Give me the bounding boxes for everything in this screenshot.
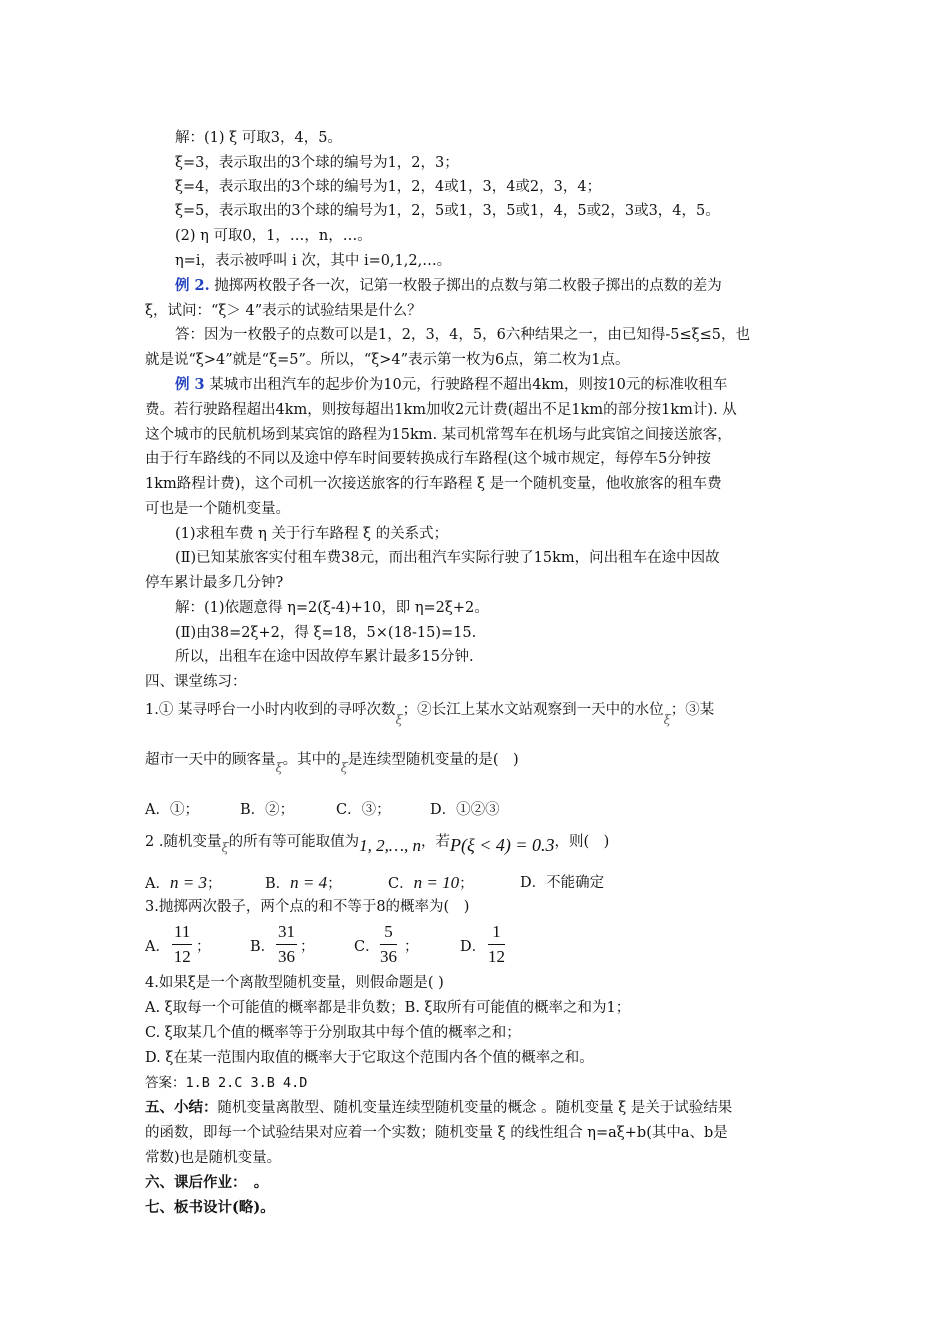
- question-3-option-c-label: C．: [354, 939, 380, 955]
- example-3-line-4: 由于行车路线的不同以及途中停车时间要转换成行车路程(这个城市规定，每停车5分钟按: [145, 451, 711, 467]
- question-1-option-a: A．①；: [145, 802, 199, 818]
- question-4-option-ab: A. ξ取每一个可能值的概率都是非负数；B. ξ取所有可能值的概率之和为1；: [145, 1000, 631, 1016]
- answer-key: 答案：1.B 2.C 3.B 4.D: [145, 1075, 308, 1091]
- solution-3-line-3: 所以，出租车在途中因故停车累计最多15分钟.: [175, 649, 474, 665]
- example-3-line-6: 可也是一个随机变量。: [145, 501, 290, 517]
- option-label: C．: [388, 876, 414, 892]
- question-1-text-e: 。其中的: [282, 752, 341, 768]
- example-3-question-1: (1)求租车费 η 关于行车路程 ξ 的关系式；: [175, 526, 449, 542]
- solution-3-line-1: 解：(1)依题意得 η=2(ξ-4)+10，即 η=2ξ+2。: [175, 600, 489, 616]
- question-2-option-d: D．不能确定: [520, 875, 605, 891]
- example-3-line-3: 这个城市的民航机场到某宾馆的路程为15km. 某司机常驾车在机场与此宾馆之间接送旅客，: [145, 427, 732, 443]
- solution-line-3: ξ=4，表示取出的3个球的编号为1，2，4或1，3，4或2，3，4；: [175, 179, 602, 195]
- option-value: n = 3: [169, 873, 207, 892]
- denominator: 12: [488, 947, 505, 966]
- semicolon: ；: [196, 939, 211, 955]
- section-4-heading: 四、课堂练习：: [145, 674, 247, 690]
- question-2-text-c: ，若: [421, 834, 450, 850]
- example-2-text: 抛掷两枚骰子各一次，记第一枚骰子掷出的点数与第二枚骰子掷出的点数的差为: [209, 278, 722, 294]
- section-5-heading: 五、小结：: [145, 1099, 218, 1116]
- denominator: 36: [278, 947, 295, 966]
- question-2-text-a: 2 .随机变量: [145, 834, 222, 850]
- value-set: 1, 2,…, n: [359, 836, 421, 855]
- question-1-option-b: B．②；: [240, 802, 295, 818]
- xi-symbol: ξ: [275, 761, 283, 776]
- solution-3-line-2: (Ⅱ)由38=2ξ+2，得 ξ=18，5×(18-15)=15.: [175, 625, 477, 641]
- question-3-line: 3.抛掷两次骰子，两个点的和不等于8的概率为( ): [145, 899, 470, 915]
- question-2-option-b: [265, 873, 342, 894]
- question-1-text-b: ；②长江上某水文站观察到一天中的水位: [402, 702, 664, 718]
- example-3-question-2b: 停车累计最多几分钟?: [145, 575, 284, 591]
- answer-2-line-2: 就是说“ξ>4”就是“ξ=5”。所以，“ξ>4”表示第一枚为6点，第二枚为1点。: [145, 352, 630, 368]
- question-1-line-1: [145, 700, 715, 728]
- semicolon: ；: [300, 939, 315, 955]
- question-2-option-a: [145, 873, 221, 894]
- solution-line-1: 解：(1) ξ 可取3，4，5。: [175, 130, 342, 146]
- denominator: 36: [380, 947, 397, 966]
- xi-symbol: ξ: [395, 713, 403, 728]
- question-3-option-b-label: B．: [250, 939, 276, 955]
- option-semicolon: ；: [459, 876, 474, 892]
- option-value: n = 4: [290, 873, 328, 892]
- question-4-option-d: D. ξ在某一范围内取值的概率大于它取这个范围内各个值的概率之和。: [145, 1050, 594, 1066]
- numerator: 5: [384, 922, 393, 941]
- solution-line-2: ξ=3，表示取出的3个球的编号为1，2，3；: [175, 155, 459, 171]
- example-3-text: 某城市出租汽车的起步价为10元，行驶路程不超出4km，则按10元的标准收租车: [204, 377, 728, 393]
- example-3-label: 例 3: [175, 376, 205, 393]
- example-3-line-2: 费。若行驶路程超出4km，则按每超出1km加收2元计费(超出不足1km的部分按1km计). 从: [145, 402, 737, 418]
- xi-symbol: ξ: [340, 761, 348, 776]
- question-1-line-2: [145, 750, 519, 776]
- solution-line-5: (2) η 可取0，1，…，n，…。: [175, 228, 372, 244]
- option-value: n = 10: [413, 873, 460, 892]
- example-3-line-1: [175, 375, 727, 395]
- question-1-text-f: 是连续型随机变量的是( ): [347, 752, 519, 768]
- question-2-line: [145, 830, 610, 856]
- section-5-line-2: 的函数，即每一个试验结果对应着一个实数；随机变量 ξ 的线性组合 η=aξ+b(其中a、b是: [145, 1125, 728, 1141]
- numerator: 11: [174, 922, 191, 941]
- question-2-text-b: 的所有等可能取值为: [228, 834, 360, 850]
- question-4-line: 4.如果ξ是一个离散型随机变量，则假命题是( ): [145, 975, 444, 991]
- example-2-line-2: ξ，试问：“ξ＞ 4”表示的试验结果是什么？: [145, 303, 422, 319]
- option-label: A．: [145, 876, 170, 892]
- numerator: 31: [278, 922, 295, 941]
- section-5-line-3: 常数)也是随机变量。: [145, 1150, 282, 1166]
- question-3-option-d-fraction: [488, 922, 505, 967]
- xi-symbol: ξ: [221, 841, 229, 856]
- example-2-label: 例 2.: [175, 277, 210, 294]
- question-1-option-c: C．③；: [336, 802, 391, 818]
- question-4-option-c: C. ξ取某几个值的概率等于分别取其中每个值的概率之和；: [145, 1025, 521, 1041]
- question-1-text-a: 1.① 某寻呼台一小时内收到的寻呼次数: [145, 702, 396, 718]
- denominator: 12: [173, 947, 191, 966]
- question-3-option-a-label: A．: [145, 939, 170, 955]
- question-2-text-d: ，则( ): [554, 834, 610, 850]
- example-3-line-5: 1km路程计费)，这个司机一次接送旅客的行车路程 ξ 是一个随机变量，他收旅客的租车费: [145, 476, 722, 492]
- section-6-heading: 六、课后作业： 。: [145, 1174, 269, 1191]
- option-semicolon: ；: [327, 876, 342, 892]
- question-1-option-d: D．①②③: [430, 802, 500, 818]
- question-3-option-b-fraction: [276, 922, 297, 967]
- solution-line-6: η=i，表示被呼叫 i 次，其中 i=0,1,2,…。: [175, 253, 452, 269]
- question-2-option-c: [388, 873, 474, 894]
- answer-2-line-1: 答：因为一枚骰子的点数可以是1，2，3，4，5，6六种结果之一，由已知得-5≤ξ≤5，也: [175, 327, 750, 343]
- section-5-text: 随机变量离散型、随机变量连续型随机变量的概念 。随机变量 ξ 是关于试验结果: [217, 1100, 733, 1116]
- question-3-option-a-fraction: [172, 922, 192, 967]
- example-2-line-1: [175, 276, 722, 296]
- probability-expression: P(ξ < 4) = 0.3: [450, 835, 555, 855]
- question-1-text-c: ；③某: [670, 702, 715, 718]
- question-3-option-d-label: D．: [460, 939, 487, 955]
- numerator: 1: [492, 922, 501, 941]
- section-7-heading: 七、板书设计(略)。: [145, 1199, 275, 1216]
- semicolon: ；: [404, 939, 419, 955]
- question-1-text-d: 超市一天中的顾客量: [145, 752, 276, 768]
- solution-line-4: ξ=5，表示取出的3个球的编号为1，2，5或1，3，5或1，4，5或2，3或3，4，5。: [175, 203, 720, 219]
- example-3-question-2a: (Ⅱ)已知某旅客实付租车费38元，而出租汽车实际行驶了15km，问出租车在途中因故: [175, 550, 720, 566]
- option-semicolon: ；: [206, 876, 222, 892]
- question-3-option-c-fraction: [380, 922, 397, 967]
- section-5-line-1: [145, 1098, 732, 1118]
- xi-symbol: ξ: [663, 713, 671, 728]
- option-label: B．: [265, 876, 291, 892]
